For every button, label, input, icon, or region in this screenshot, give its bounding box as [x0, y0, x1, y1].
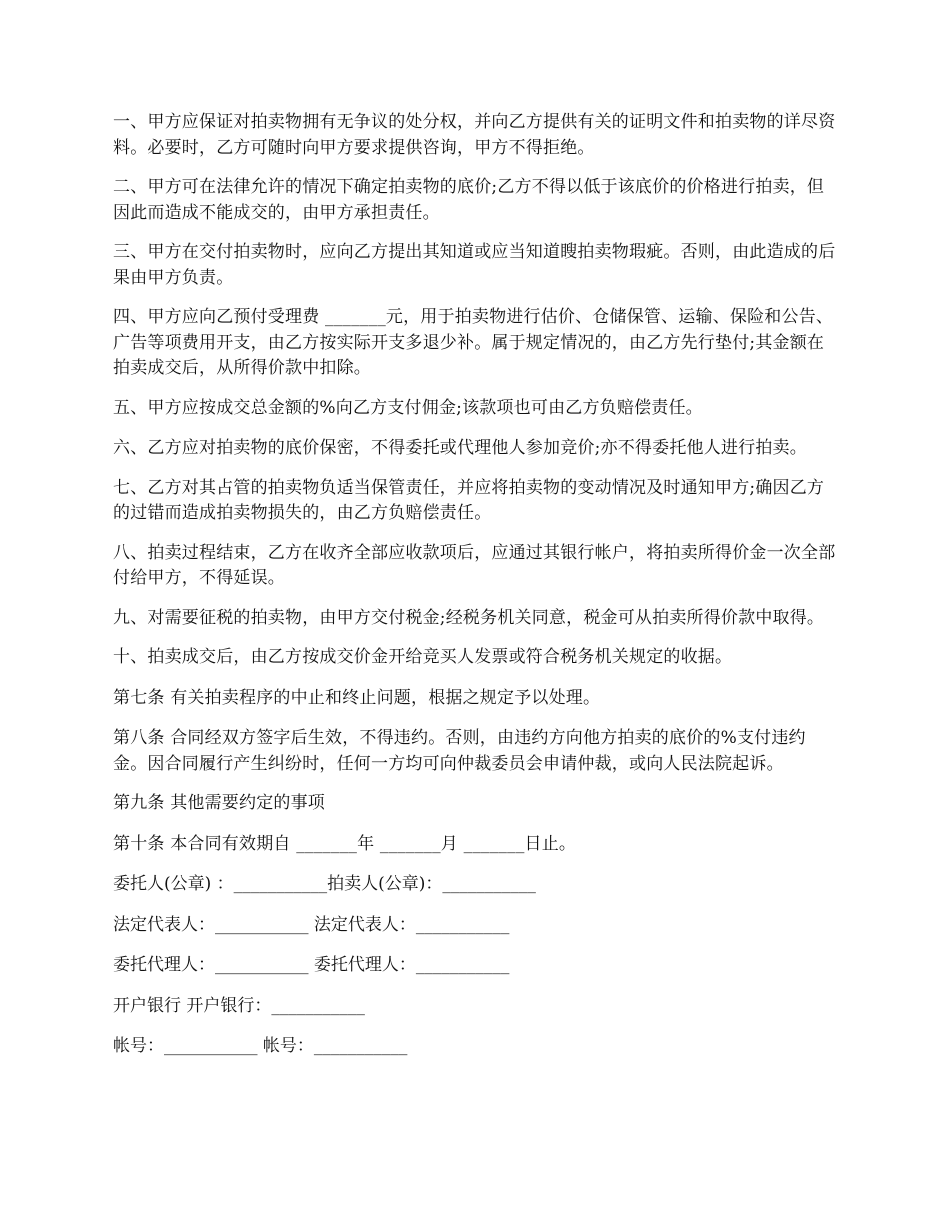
clause-4: 四、甲方应向乙预付受理费 _______元，用于拍卖物进行估价、仓储保管、运输、保险和公告、广告等项费用开支，由乙方按实际开支多退少补。属于规定情况的，由乙方先行垫付;其金额在拍卖成交后，从所得价款中扣除。 [113, 307, 834, 378]
signature-entrust-line: 委托人(公章) ：___________拍卖人(公章)：___________ [113, 874, 536, 894]
clause-3: 三、甲方在交付拍卖物时，应向乙方提出其知道或应当知道瞍拍卖物瑕疵。否则，由此造成的后果由甲方负责。 [113, 242, 836, 288]
signature-bank-line: 开户银行 开户银行：___________ [113, 995, 365, 1016]
signature-account-line: 帐号：___________ 帐号：___________ [113, 1036, 408, 1056]
clause-2: 二、甲方可在法律允许的情况下确定拍卖物的底价;乙方不得以低于该底价的价格进行拍卖，但因此而造成不能成交的，由甲方承担责任。 [113, 177, 825, 223]
article-8: 第八条 合同经双方签字后生效，不得违约。否则，由违约方向他方拍卖的底价的%支付违约金。因合同履行产生纠纷时，任何一方均可向仲裁委员会申请仲裁，或向人民法院起诉。 [113, 728, 806, 774]
clause-10: 十、拍卖成交后，由乙方按成交价金开给竞买人发票或符合税务机关规定的收据。 [113, 647, 733, 667]
clause-1: 一、甲方应保证对拍卖物拥有无争议的处分权，并向乙方提供有关的证明文件和拍卖物的详尽资料。必要时，乙方可随时向甲方要求提供咨询，甲方不得拒绝。 [113, 112, 836, 158]
clause-6: 六、乙方应对拍卖物的底价保密，不得委托或代理他人参加竞价;亦不得委托他人进行拍卖。 [113, 438, 807, 458]
signature-legal-rep-line: 法定代表人：___________ 法定代表人：___________ [113, 914, 510, 935]
clause-9: 九、对需要征税的拍卖物，由甲方交付税金;经税务机关同意，税金可从拍卖所得价款中取得。 [113, 607, 825, 628]
clause-7: 七、乙方对其占管的拍卖物负适当保管责任，并应将拍卖物的变动情况及时通知甲方;确因乙方的过错而造成拍卖物损失的，由乙方负赔偿责任。 [113, 477, 825, 523]
article-7: 第七条 有关拍卖程序的中止和终止问题，根据之规定予以处理。 [113, 687, 601, 708]
signature-agent-line: 委托代理人：___________ 委托代理人：___________ [113, 955, 510, 975]
article-9: 第九条 其他需要约定的事项 [113, 793, 326, 813]
clause-8: 八、拍卖过程结束，乙方在收齐全部应收款项后，应通过其银行帐户，将拍卖所得价金一次全部付给甲方，不得延误。 [113, 542, 836, 588]
clause-5: 五、甲方应按成交总金额的%向乙方支付佣金;该款项也可由乙方负赔偿责任。 [113, 397, 703, 418]
article-10: 第十条 本合同有效期自 _______年 _______月 _______日止。 [113, 833, 577, 854]
